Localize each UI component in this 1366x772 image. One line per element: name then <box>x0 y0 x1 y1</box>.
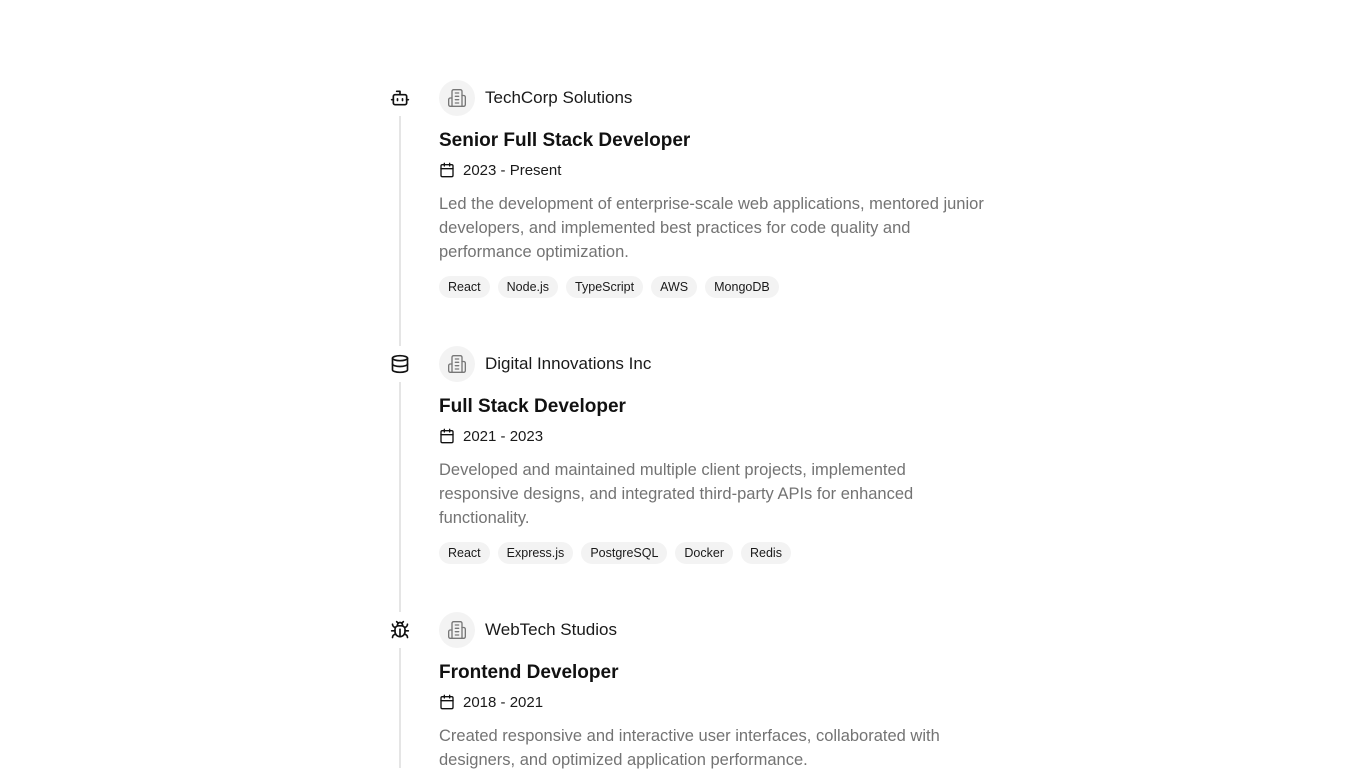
company-name: WebTech Studios <box>485 620 617 639</box>
tech-tags <box>439 542 791 564</box>
tech-tag: Docker <box>675 542 733 564</box>
calendar-icon <box>439 428 455 444</box>
tech-tag: Node.js <box>498 276 558 298</box>
job-title: Full Stack Developer <box>439 396 626 417</box>
date-range <box>439 693 543 711</box>
building-icon <box>447 620 467 640</box>
job-title: Frontend Developer <box>439 662 619 683</box>
company-logo <box>439 346 475 382</box>
job-title: Senior Full Stack Developer <box>439 130 691 151</box>
tech-tags <box>439 276 779 298</box>
timeline-line <box>399 648 401 768</box>
building-icon <box>447 88 467 108</box>
database-icon <box>390 354 410 374</box>
building-icon <box>447 354 467 374</box>
tech-tag: Express.js <box>498 542 574 564</box>
tech-tag: PostgreSQL <box>581 542 667 564</box>
tech-tag: AWS <box>651 276 697 298</box>
bot-icon <box>390 88 410 108</box>
company-name: TechCorp Solutions <box>485 88 633 107</box>
company-name: Digital Innovations Inc <box>485 354 652 373</box>
company-logo <box>439 80 475 116</box>
tech-tag: TypeScript <box>566 276 643 298</box>
timeline-line <box>399 382 401 612</box>
job-description: Led the development of enterprise-scale web applications, mentored junior developers, and implemented best practices for code quality and performance optimization. <box>439 195 984 261</box>
date-text: 2018 - 2021 <box>463 693 544 711</box>
tech-tag: MongoDB <box>705 276 779 298</box>
tech-tag: Redis <box>741 542 791 564</box>
job-description: Developed and maintained multiple client projects, implemented responsive designs, and integrated third-party APIs for enhanced functionality. <box>439 461 914 527</box>
date-range <box>439 427 543 445</box>
date-text: 2021 - 2023 <box>463 427 544 445</box>
company-logo <box>439 612 475 648</box>
tech-tag: React <box>439 542 490 564</box>
timeline-line <box>399 116 401 346</box>
job-description: Created responsive and interactive user interfaces, collaborated with designers, and optimized application performance. <box>439 727 940 769</box>
calendar-icon <box>439 162 455 178</box>
calendar-icon <box>439 694 455 710</box>
bug-icon <box>390 620 410 640</box>
tech-tag: React <box>439 276 490 298</box>
date-range <box>439 161 561 179</box>
date-text: 2023 - Present <box>463 161 562 179</box>
